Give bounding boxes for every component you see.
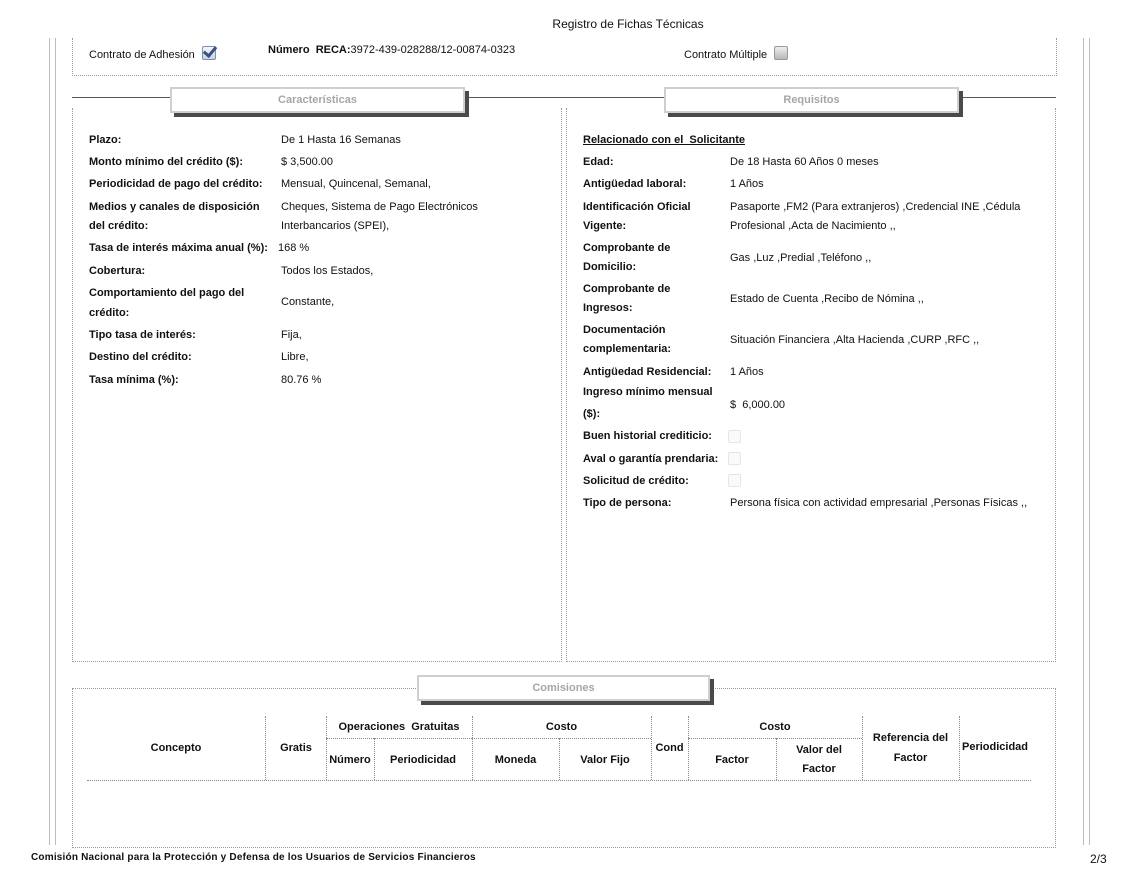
row-label: Tipo tasa de interés:	[89, 329, 196, 341]
solicitud-checkbox-icon[interactable]	[728, 474, 741, 487]
reca-label: RECA:	[315, 44, 351, 56]
row-value: 80.76 %	[281, 374, 322, 386]
th-periodicidad: Periodicidad	[389, 754, 457, 766]
row-label: Aval o garantía prendaria:	[583, 453, 719, 465]
row-label: complementaria:	[583, 343, 672, 355]
row-label: Medios y canales de disposición	[89, 201, 260, 213]
row-label: crédito:	[89, 307, 130, 319]
th-valor-fijo: Valor Fijo	[580, 754, 630, 766]
contrato-adhesion-checkbox-icon[interactable]	[202, 46, 216, 60]
th-gratis: Gratis	[280, 742, 312, 754]
row-label: Periodicidad de pago del crédito:	[89, 178, 263, 190]
buen-historial-checkbox-icon[interactable]	[728, 430, 741, 443]
row-value: 1 Años	[730, 366, 764, 378]
row-label: Tipo de persona:	[583, 497, 672, 509]
header-bottom-rule	[87, 780, 1031, 781]
row-value: Libre,	[281, 351, 309, 363]
row-label: Comprobante de	[583, 242, 671, 254]
row-label: ($):	[583, 408, 601, 420]
row-label: Comportamiento del pago del	[89, 287, 245, 299]
th-factor: Factor	[715, 754, 749, 766]
row-label: Destino del crédito:	[89, 351, 192, 363]
th-periodicidad-2: Periodicidad	[961, 741, 1029, 753]
row-value: $ 6,000.00	[730, 399, 786, 411]
contrato-multiple	[684, 46, 788, 61]
th-referencia-factor: Factor	[893, 752, 928, 764]
page-number: 2/3	[1090, 852, 1107, 866]
row-label: Vigente:	[583, 220, 627, 232]
row-value: Constante,	[281, 296, 335, 308]
row-value: Estado de Cuenta ,Recibo de Nómina ,,	[730, 293, 924, 305]
row-value: Profesional ,Acta de Nacimiento ,,	[730, 220, 896, 232]
row-value: $ 3,500.00	[281, 156, 333, 168]
row-value: Todos los Estados,	[281, 265, 374, 277]
row-label: Antigüedad laboral:	[583, 178, 687, 190]
page-border-left-inner	[55, 38, 56, 845]
row-label: Edad:	[583, 156, 614, 168]
row-label: Buen historial crediticio:	[583, 430, 712, 442]
page-border-right	[1089, 38, 1090, 845]
row-label: Cobertura:	[89, 265, 146, 277]
reca-number	[268, 44, 515, 56]
row-label: Comprobante de	[583, 283, 671, 295]
caracteristicas-title: Características	[170, 87, 465, 113]
row-label: Plazo:	[89, 134, 122, 146]
th-referencia-del: Referencia del	[872, 732, 949, 744]
row-label: Monto mínimo del crédito ($):	[89, 156, 243, 168]
row-separator	[688, 738, 862, 739]
row-value: Interbancarios (SPEI),	[281, 220, 390, 232]
row-label: Ingreso mínimo mensual	[583, 386, 713, 398]
row-value: 1 Años	[730, 178, 764, 190]
footer-organization: Comisión Nacional para la Protección y Defensa de los Usuarios de Servicios Financieros	[31, 852, 476, 863]
row-value: Mensual, Quincenal, Semanal,	[281, 178, 431, 190]
row-value: 168 %	[278, 242, 310, 254]
row-value: Gas ,Luz ,Predial ,Teléfono ,,	[730, 252, 872, 264]
row-label: Solicitud de crédito:	[583, 475, 689, 487]
row-label: Tasa de interés máxima anual (%):	[89, 242, 268, 254]
th-costo: Costo	[545, 721, 578, 733]
row-value: De 18 Hasta 60 Años 0 meses	[730, 156, 879, 168]
th-cond: Cond	[655, 742, 684, 754]
row-label: Ingresos:	[583, 302, 633, 314]
contrato-adhesion-label: Contrato de Adhesión	[89, 49, 195, 61]
row-value: Cheques, Sistema de Pago Electrónicos	[281, 201, 478, 213]
row-label: Domicilio:	[583, 261, 637, 273]
row-label: Antigüedad Residencial:	[583, 366, 712, 378]
row-separator	[326, 738, 472, 739]
row-label: Identificación Oficial	[583, 201, 691, 213]
th-valor-del: Valor del	[796, 744, 842, 756]
header-box	[72, 38, 1057, 76]
row-value: Persona física con actividad empresarial ,Personas Físicas ,,	[730, 497, 1028, 509]
th-concepto: Concepto	[150, 742, 202, 754]
row-label: del crédito:	[89, 220, 149, 232]
th-costo-factor: Costo	[759, 721, 791, 733]
requisitos-section-title: Relacionado con el Solicitante	[583, 134, 745, 146]
page-border-right-inner	[1083, 38, 1084, 845]
row-value: Situación Financiera ,Alta Hacienda ,CURP ,RFC ,,	[730, 334, 980, 346]
page-border-left	[49, 38, 50, 845]
row-value: Fija,	[281, 329, 302, 341]
col-separator	[862, 716, 863, 780]
th-moneda: Moneda	[494, 754, 537, 766]
row-label: Tasa mínima (%):	[89, 374, 179, 386]
contrato-adhesion	[89, 46, 216, 61]
th-valor-del-factor: Factor	[802, 763, 836, 775]
contrato-multiple-label: Contrato Múltiple	[684, 49, 768, 61]
row-value: Pasaporte ,FM2 (Para extranjeros) ,Credencial INE ,Cédula	[730, 201, 1021, 213]
th-operaciones-gratuitas: Operaciones Gratuitas	[338, 721, 460, 733]
row-separator	[472, 738, 651, 739]
contrato-multiple-checkbox-icon[interactable]	[774, 46, 788, 60]
aval-checkbox-icon[interactable]	[728, 452, 741, 465]
comisiones-title: Comisiones	[417, 675, 710, 701]
th-numero: Número	[329, 754, 371, 766]
numero-label: Número	[268, 44, 310, 56]
row-label: Documentación	[583, 324, 666, 336]
requisitos-title: Requisitos	[664, 87, 959, 113]
reca-value: 3972-439-028288/12-00874-0323	[350, 44, 516, 56]
page-title: Registro de Fichas Técnicas	[552, 17, 704, 31]
row-value: De 1 Hasta 16 Semanas	[281, 134, 401, 146]
